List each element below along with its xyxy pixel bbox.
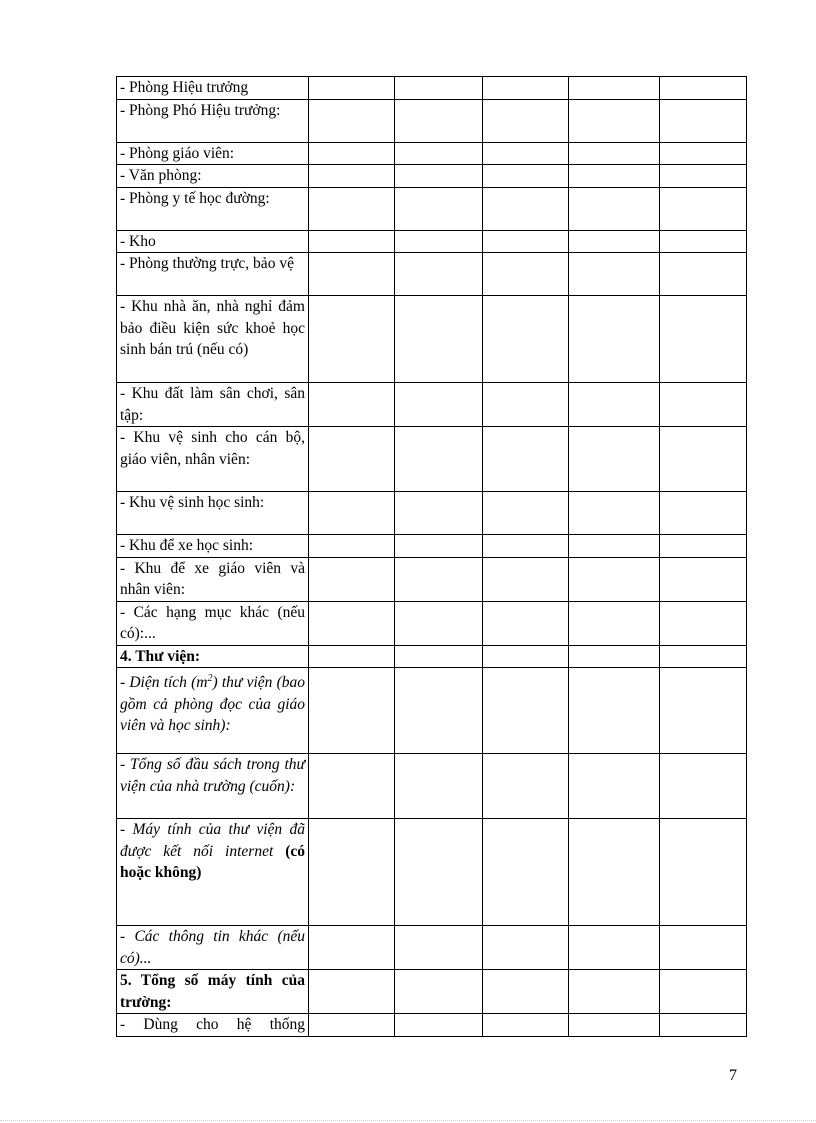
table-cell (569, 427, 660, 492)
row-label: - Văn phòng: (117, 165, 309, 188)
superscript: 2 (207, 673, 213, 684)
table-cell (660, 427, 747, 492)
table-cell (395, 165, 483, 188)
row-label: - Khu để xe giáo viên và nhân viên: (117, 557, 309, 601)
table-cell (569, 970, 660, 1014)
row-label-italic: - Máy tính của thư viện đã được kết nối internet (120, 821, 305, 860)
row-label: - Phòng Phó Hiệu trưởng: (117, 99, 309, 142)
table-row (117, 970, 747, 1014)
table-cell (395, 645, 483, 668)
table-row (117, 383, 747, 427)
table-row (117, 187, 747, 230)
table-cell (309, 77, 395, 100)
table-cell (309, 970, 395, 1014)
table-cell (483, 557, 569, 601)
table-cell (483, 668, 569, 754)
table-cell (309, 296, 395, 383)
table-cell (309, 645, 395, 668)
table-cell (395, 926, 483, 970)
table-cell (569, 926, 660, 970)
table-row (117, 819, 747, 926)
table-row (117, 754, 747, 819)
table-cell (483, 492, 569, 535)
table-cell (309, 754, 395, 819)
table-cell (395, 819, 483, 926)
table-cell (395, 253, 483, 296)
table-cell (660, 557, 747, 601)
table-cell (395, 187, 483, 230)
table-cell (660, 601, 747, 645)
table-cell (483, 230, 569, 253)
table-cell (483, 819, 569, 926)
table-cell (569, 1014, 660, 1037)
table-cell (660, 165, 747, 188)
table-row (117, 142, 747, 165)
table-cell (660, 668, 747, 754)
table-cell (483, 535, 569, 558)
table-cell (660, 970, 747, 1014)
table-cell (569, 645, 660, 668)
row-label (117, 668, 309, 754)
table-cell (395, 1014, 483, 1037)
table-cell (309, 926, 395, 970)
table-cell (660, 535, 747, 558)
table-cell (483, 77, 569, 100)
table-cell (660, 99, 747, 142)
table-row (117, 253, 747, 296)
table-cell (569, 383, 660, 427)
row-label: - Dùng cho hệ thống (117, 1014, 309, 1037)
table-row (117, 557, 747, 601)
table-cell (483, 142, 569, 165)
row-label: - Khu vệ sinh học sinh: (117, 492, 309, 535)
table-cell (483, 970, 569, 1014)
page-divider (0, 1120, 816, 1121)
table-cell (660, 819, 747, 926)
row-label (117, 819, 309, 926)
table-cell (395, 99, 483, 142)
table-cell (483, 296, 569, 383)
table-cell (660, 253, 747, 296)
table-cell (395, 668, 483, 754)
table-cell (569, 492, 660, 535)
table-cell (569, 99, 660, 142)
table-cell (569, 535, 660, 558)
row-label: - Tổng số đầu sách trong thư viện của nhà trường (cuốn): (117, 754, 309, 819)
table-cell (309, 557, 395, 601)
table-cell (569, 77, 660, 100)
table-cell (309, 668, 395, 754)
facility-table (116, 76, 747, 1037)
row-label: - Khu nhà ăn, nhà nghỉ đảm bảo điều kiện sức khoẻ học sinh bán trú (nếu có) (117, 296, 309, 383)
table-cell (660, 492, 747, 535)
table-cell (660, 645, 747, 668)
table-cell (660, 1014, 747, 1037)
table-cell (309, 99, 395, 142)
table-cell (309, 1014, 395, 1037)
row-label: - Các thông tin khác (nếu có)... (117, 926, 309, 970)
table-row (117, 601, 747, 645)
table-cell (309, 427, 395, 492)
table-cell (660, 230, 747, 253)
table-cell (569, 187, 660, 230)
section-heading: 5. Tổng số máy tính của trường: (117, 970, 309, 1014)
row-label: - Khu để xe học sinh: (117, 535, 309, 558)
table-cell (309, 535, 395, 558)
table-cell (660, 187, 747, 230)
section-heading: 4. Thư viện: (117, 645, 309, 668)
table-cell (483, 165, 569, 188)
table-cell (569, 557, 660, 601)
row-label: - Phòng giáo viên: (117, 142, 309, 165)
table-row (117, 535, 747, 558)
table-cell (483, 253, 569, 296)
table-cell (483, 99, 569, 142)
table-cell (395, 601, 483, 645)
row-label: - Phòng Hiệu trưởng (117, 77, 309, 100)
table-row (117, 668, 747, 754)
row-label: - Phòng thường trực, bảo vệ (117, 253, 309, 296)
table-cell (309, 165, 395, 188)
table-cell (660, 926, 747, 970)
row-label: - Kho (117, 230, 309, 253)
row-label: - Khu đất làm sân chơi, sân tập: (117, 383, 309, 427)
table-cell (395, 535, 483, 558)
table-cell (309, 601, 395, 645)
table-cell (569, 668, 660, 754)
table-cell (309, 253, 395, 296)
table-cell (483, 754, 569, 819)
table-cell (395, 142, 483, 165)
table-cell (569, 819, 660, 926)
table-cell (660, 754, 747, 819)
table-row (117, 296, 747, 383)
row-label: - Khu vệ sinh cho cán bộ, giáo viên, nhân viên: (117, 427, 309, 492)
table-cell (569, 230, 660, 253)
table-row (117, 165, 747, 188)
table-row (117, 1014, 747, 1037)
table-cell (309, 819, 395, 926)
table-cell (395, 383, 483, 427)
table-row (117, 230, 747, 253)
table-row (117, 99, 747, 142)
table-cell (483, 1014, 569, 1037)
row-label: - Các hạng mục khác (nếu có):... (117, 601, 309, 645)
table-cell (309, 383, 395, 427)
table-cell (483, 427, 569, 492)
table-cell (483, 601, 569, 645)
table-cell (395, 427, 483, 492)
table-cell (309, 492, 395, 535)
table-cell (660, 383, 747, 427)
table-cell (395, 296, 483, 383)
table-cell (395, 492, 483, 535)
table-cell (309, 187, 395, 230)
table-cell (483, 645, 569, 668)
table-cell (483, 926, 569, 970)
row-label-suffix: (có hoặc không) (120, 842, 305, 881)
table-cell (569, 253, 660, 296)
table-cell (660, 77, 747, 100)
table-cell (395, 230, 483, 253)
table-cell (309, 230, 395, 253)
table-cell (569, 601, 660, 645)
table-cell (660, 296, 747, 383)
table-row (117, 427, 747, 492)
table-row (117, 926, 747, 970)
table-row (117, 77, 747, 100)
table-cell (569, 142, 660, 165)
table-cell (660, 142, 747, 165)
table-cell (483, 383, 569, 427)
table-cell (395, 77, 483, 100)
table-cell (309, 142, 395, 165)
table-row (117, 492, 747, 535)
page-number: 7 (729, 1067, 737, 1084)
table-cell (569, 296, 660, 383)
table-cell (395, 970, 483, 1014)
table-cell (395, 557, 483, 601)
table-cell (569, 754, 660, 819)
table-row (117, 645, 747, 668)
area-label-text: - Diện tích $(m^2)$ thư viện (bao gồm cả phòng đọc của giáo viên và học sinh): (120, 673, 306, 735)
row-label: - Phòng y tế học đường: (117, 187, 309, 230)
table-body (117, 77, 747, 1037)
table-cell (395, 754, 483, 819)
table-cell (483, 187, 569, 230)
table-cell (569, 165, 660, 188)
